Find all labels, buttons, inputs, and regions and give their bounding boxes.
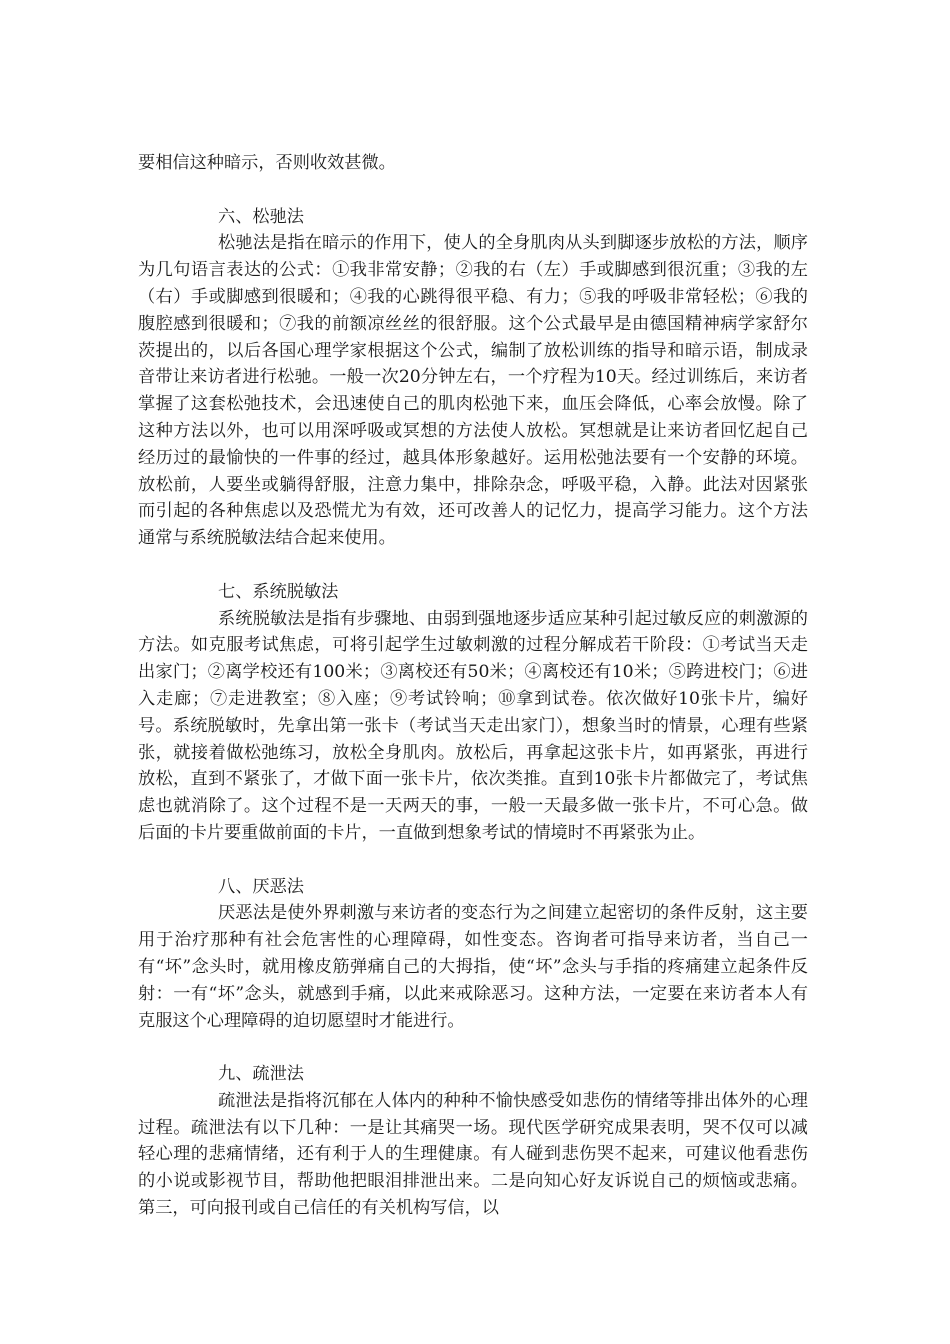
intro-tail-paragraph: 要相信这种暗示，否则收效甚微。 [138,153,396,173]
section-heading: 七、系统脱敏法 [218,581,339,602]
section-body: 系统脱敏法是指有步骤地、由弱到强地逐步适应某种引起过敏反应的刺激源的方法。如克服考试焦虑，可将引起学生过敏刺激的过程分解成若干阶段：①考试当天走出家门；②离学校还有100米；③离校还有50米；④离校还有10米；⑤跨进校门；⑥进入走廊；⑦走进教室；⑧入座；⑨考试铃响；⑩拿到试卷。依次做好10张卡片，编好号。系统脱敏时，先拿出第一张卡（考试当天走出家门），想象当时的情景，心理有些紧张，就接着做松弛练习，放松全身肌肉。放松后，再拿起这张卡片，如再紧张，再进行放松，直到不紧张了，才做下面一张卡片，依次类推。直到10张卡片都做完了，考试焦虑也就消除了。这个过程不是一天两天的事，一般一天最多做一张卡片，不可心急。做后面的卡片要重做前面的卡片，一直做到想象考试的情境时不再紧张为止。 [138,608,808,843]
section-body: 松驰法是指在暗示的作用下，使人的全身肌肉从头到脚逐步放松的方法，顺序为几句语言表达的公式：①我非常安静；②我的右（左）手或脚感到很沉重；③我的左（右）手或脚感到很暖和；④我的心跳得很平稳、有力；⑤我的呼吸非常轻松；⑥我的腹腔感到很暖和；⑦我的前额凉丝丝的很舒服。这个公式最早是由德国精神病学家舒尔茨提出的，以后各国心理学家根据这个公式，编制了放松训练的指导和暗示语，制成录音带让来访者进行松驰。一般一次20分钟左右，一个疗程为10天。经过训练后，来访者掌握了这套松弛技术，会迅速使自己的肌肉松弛下来，血压会降低，心率会放慢。除了这种方法以外，也可以用深呼吸或冥想的方法使人放松。冥想就是让来访者回忆起自己经历过的最愉快的一件事的经过，越具体形象越好。运用松弛法要有一个安静的环境。放松前，人要坐或躺得舒服，注意力集中，排除杂念，呼吸平稳，入静。此法对因紧张而引起的各种焦虑以及恐慌尤为有效，还可改善人的记忆力，提高学习能力。这个方法通常与系统脱敏法结合起来使用。 [138,233,808,549]
spacer [138,552,808,579]
document-page [138,150,808,1222]
section-body: 疏泄法是指将沉郁在人体内的种种不愉快感受如悲伤的情绪等排出体外的心理过程。疏泄法有以下几种：一是让其痛哭一场。现代医学研究成果表明，哭不仅可以减轻心理的悲痛情绪，还有利于人的生理健康。有人碰到悲伤哭不起来，可建议他看悲伤的小说或影视节目，帮助他把眼泪排泄出来。二是向知心好友诉说自己的烦恼或悲痛。第三，可向报刊或自己信任的有关机构写信，以 [138,1090,808,1219]
section-heading: 八、厌恶法 [218,876,304,897]
section-relaxation [138,204,808,552]
section-heading: 六、松驰法 [218,206,304,227]
spacer [138,847,808,874]
section-desensitization [138,579,808,847]
spacer [138,177,808,204]
section-aversion [138,874,808,1035]
spacer [138,1034,808,1061]
section-catharsis [138,1061,808,1222]
section-body: 厌恶法是使外界刺激与来访者的变态行为之间建立起密切的条件反射，这主要用于治疗那种有社会危害性的心理障碍，如性变态。咨询者可指导来访者，当自己一有“坏”念头时，就用橡皮筋弹痛自己的大拇指，使“坏”念头与手指的疼痛建立起条件反射：一有“坏”念头，就感到手痛，以此来戒除恶习。这种方法，一定要在来访者本人有克服这个心理障碍的迫切愿望时才能进行。 [138,903,808,1031]
section-heading: 九、疏泄法 [218,1064,304,1085]
